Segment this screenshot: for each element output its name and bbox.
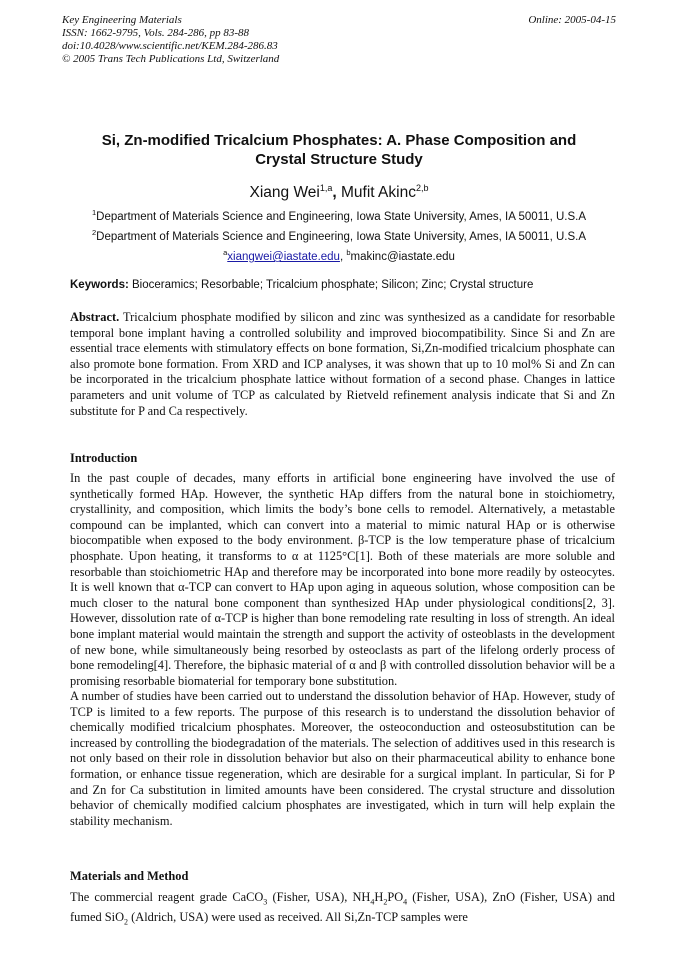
materials-text-4: PO [387,890,404,904]
journal-name: Key Engineering Materials [62,14,182,26]
author-2-sup: 2,b [415,183,429,193]
materials-text-5: (Fisher, USA), ZnO (Fisher, USA) and fumed SiO [70,890,615,925]
affiliation-1 [62,206,616,224]
copyright-line: © 2005 Trans Tech Publications Ltd, Switzerland [62,53,280,65]
doi-line: doi:10.4028/www.scientific.net/KEM.284-286.83 [62,40,278,52]
materials-text-2: (Fisher, USA), NH [267,890,371,904]
materials-sub-2: 4 [370,897,375,907]
journal-header [62,14,616,66]
author-1-name: Xiang Wei [249,184,320,202]
author-list: Xiang Wei$^{1,a}$, Mufit Akinc$^{2,b}$ [249,183,429,202]
keywords-text: Bioceramics; Resorbable; Tricalcium phosphate; Silicon; Zinc; Crystal structure [132,279,534,291]
paper-title [62,131,616,169]
online-date: Online: 2005-04-15 [528,14,616,26]
materials-text-6: (Aldrich, USA) were used as received. All Si,Zn-TCP samples were [128,910,468,925]
keywords [70,278,610,292]
author-1-sup: 1,a [319,183,333,193]
email-a-sup: a [223,248,228,257]
introduction-paragraph-1: In the past couple of decades, many efforts in artificial bone engineering have involved the use of synthetically formed HAp. However, the synthetic HAp differs from the natural bone in stoichiometry, crystallinity, and composition, which limits the body’s bone cells to remodel. Alternatively, a metastable compound can be implanted, which can convert into a material to mimic natural HAp or is otherwise biocompatible when exposed to the body environment. β-TCP is the low temperature phase of tricalcium phosphate. Upon heating, it transforms to α at 1125°C[1]. Both of these materials are more soluble and resorbable than stoichiometric HAp and therefore may be incorporated into bone more readily by osteocytes. It is well known that α-TCP can convert to HAp upon aging in aqueous solution, whose composition can be much closer to the natural bone component than synthesized HAp under physiological conditions[2, 3]. However, dissolution rate of α-TCP is higher than bone remodeling rate resulting in loss of strength. An ideal bone implant material would maintain the strength and support the activity of osteoblasts in the development of new bone, while simultaneously being resorbed by osteoclasts as part of the lifelong orderly process of bone remodeling[4]. Therefore, the biphasic material of α and β with controlled dissolution behavior will be a promising resorbable biomaterial for temporary bone substitution. [70,471,615,688]
abstract-text: Tricalcium phosphate modified by silicon and zinc was synthesized as a candidate for resorbable temporal bone implant having a controlled solubility and improved biocompatibility. Since Si and Zn are essential trace elements with stimulatory effects on bone formation, Si,Zn-modified tricalcium phosphate can also promote bone formation. From XRD and ICP analyses, it was shown that up to 10 mol% Si and Zn can be incorporated in the tricalcium phosphate lattice without formation of a second phase. Changes in lattice parameters and unit volume of TCP as calculated by Rietveld refinement analysis indicate that Si and Zn substitute for P and Ca respectively. [70,310,615,418]
affiliation-1-sup: 1 [91,208,97,217]
title-line-1: Si, Zn-modified Tricalcium Phosphates: A. Phase Composition and [101,132,577,149]
introduction-paragraph-2: A number of studies have been carried out to understand the dissolution behavior of HAp. However, study of TCP is limited to a few reports. The purpose of this research is to understand the dissolution behavior of chemically modified tricalcium phosphates. Moreover, the osteoconduction and osteosubstitution can be increased by controlling the biodegradation of the materials. The selection of additives used in this research is not only based on their role in dissolution behavior but also on their pharmaceutical ability to enhance bone formation, or enhance tissue regeneration, which are desirable for a surgical implant. In particular, Si for P and Zn for Ca substitution in limited amounts have been considered. The crystal structure and dissolution behavior of chemically modified calcium phosphates are investigated, which in turn will help explain the stability mechanism. [70,689,615,828]
email-line: $^a$xiangwei@iastate.edu, $^b$makinc@iastate.edu [223,248,455,263]
materials-text-1: The commercial reagent grade CaCO [70,890,264,904]
email-b-sup: b [346,248,351,257]
affiliation-2 [62,226,616,244]
materials-sub-1: 3 [263,897,268,907]
title-line-2: Crystal Structure Study [255,151,423,168]
materials-sub-5: 2 [124,917,129,927]
materials-heading: Materials and Method [70,869,189,883]
email-link-a[interactable]: xiangwei@iastate.edu [227,250,340,263]
materials-sub-4: 4 [403,897,408,907]
issn-line: ISSN: 1662-9795, Vols. 284-286, pp 83-88 [62,27,249,39]
email-b: makinc@iastate.edu [350,250,455,263]
materials-text-3: H [374,890,384,904]
materials-sub-3: 2 [383,897,388,907]
keywords-label: Keywords: [70,279,129,291]
materials-paragraph [70,890,615,930]
abstract-label: Abstract. [70,310,120,324]
affiliation-2-sup: 2 [91,228,97,237]
abstract [70,310,615,419]
introduction-heading: Introduction [70,451,138,465]
affiliation-1-text: Department of Materials Science and Engineering, Iowa State University, Ames, IA 50011, U.S.A [96,210,587,223]
affiliation-2-text: Department of Materials Science and Engineering, Iowa State University, Ames, IA 50011, U.S.A [96,230,587,243]
author-2-name: Mufit Akinc [341,184,416,202]
